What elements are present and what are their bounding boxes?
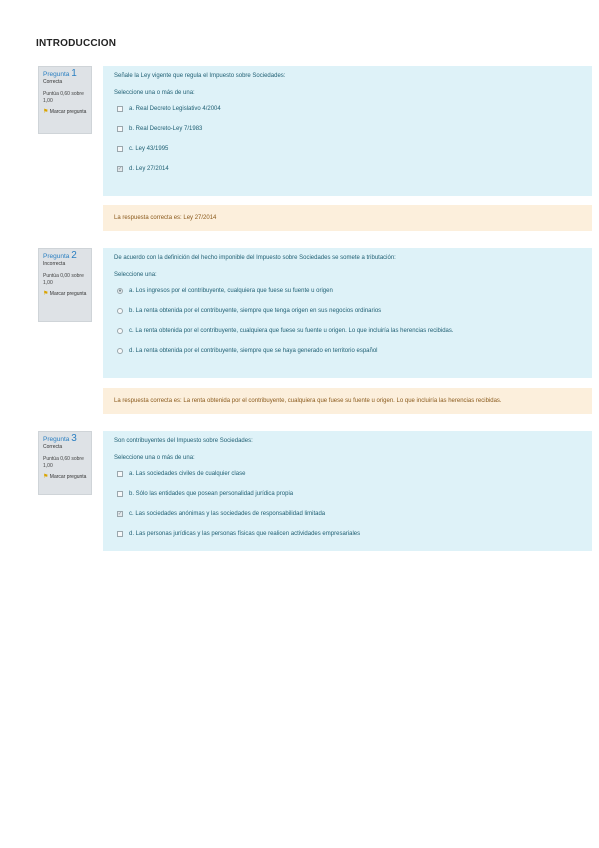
answer-label: d. La renta obtenida por el contribuyente, siempre que se haya generado en territorio español	[129, 348, 378, 354]
answer-label: d. Las personas jurídicas y las personas físicas que realicen actividades empresariales	[129, 531, 361, 537]
answer-option[interactable]	[114, 159, 581, 179]
answer-radio[interactable]	[117, 308, 123, 314]
answer-label: c. La renta obtenida por el contribuyente, cualquiera que fuese su fuente u origen. Lo que incluiría las herencias recibidas.	[129, 328, 454, 334]
flag-question-link[interactable]: ⚑ Marcar pregunta	[43, 291, 87, 297]
answer-label: a. Las sociedades civiles de cualquier clase	[129, 471, 246, 477]
answer-option[interactable]	[114, 464, 581, 484]
answer-option[interactable]	[114, 99, 581, 119]
answer-checkbox[interactable]	[117, 126, 123, 132]
question-content-2	[103, 248, 592, 378]
answer-checkbox[interactable]	[117, 511, 123, 517]
answer-checkbox[interactable]	[117, 106, 123, 112]
question-state: Correcta	[43, 444, 63, 450]
answer-checkbox[interactable]	[117, 146, 123, 152]
flag-icon: ⚑	[43, 474, 49, 480]
feedback-correct-answer-1: La respuesta correcta es: Ley 27/2014	[103, 205, 592, 231]
flag-question-link[interactable]: ⚑ Marcar pregunta	[43, 109, 87, 115]
answer-label: b. Sólo las entidades que posean personalidad jurídica propia	[129, 491, 294, 497]
question-number: Pregunta 2	[43, 250, 77, 261]
answer-prompt: Seleccione una o más de una:	[114, 90, 195, 96]
flag-icon: ⚑	[43, 291, 49, 297]
answer-option[interactable]	[114, 321, 581, 341]
question-text: Son contribuyentes del Impuesto sobre Sociedades:	[114, 438, 253, 444]
answer-option[interactable]	[114, 504, 581, 524]
answer-option[interactable]	[114, 524, 581, 544]
flag-question-link[interactable]: ⚑ Marcar pregunta	[43, 474, 87, 480]
feedback-correct-answer-2: La respuesta correcta es: La renta obtenida por el contribuyente, cualquiera que fuese su fuente u origen. Lo que incluiría las herencias recibidas.	[103, 388, 592, 414]
answer-radio[interactable]	[117, 288, 123, 294]
question-grade: Puntúa 0,60 sobre 1,00	[43, 456, 84, 469]
answer-radio[interactable]	[117, 328, 123, 334]
question-text: De acuerdo con la definición del hecho imponible del Impuesto sobre Sociedades se somete a tributación:	[114, 255, 396, 261]
question-info-3	[38, 431, 92, 495]
answer-checkbox[interactable]	[117, 471, 123, 477]
answer-label: a. Los ingresos por el contribuyente, cualquiera que fuese su fuente u origen	[129, 288, 333, 294]
question-info-2	[38, 248, 92, 322]
question-content-3	[103, 431, 592, 551]
question-state: Correcta	[43, 79, 63, 85]
answer-list	[114, 281, 581, 361]
question-content-1	[103, 66, 592, 196]
radio-dot-icon: ●	[118, 288, 122, 294]
flag-icon: ⚑	[43, 109, 49, 115]
question-state: Incorrecta	[43, 261, 66, 267]
answer-label: d. Ley 27/2014	[129, 166, 169, 172]
answer-label: c. Las sociedades anónimas y las sociedades de responsabilidad limitada	[129, 511, 326, 517]
answer-option[interactable]	[114, 341, 581, 361]
answer-option[interactable]	[114, 119, 581, 139]
answer-radio[interactable]	[117, 348, 123, 354]
answer-label: b. La renta obtenida por el contribuyente, siempre que tenga origen en sus negocios ordinarios	[129, 308, 382, 314]
page-title: INTRODUCCION	[36, 38, 117, 49]
check-icon: ✓	[117, 166, 123, 172]
answer-list	[114, 464, 581, 544]
answer-option[interactable]	[114, 484, 581, 504]
answer-label: b. Real Decreto-Ley 7/1983	[129, 126, 203, 132]
answer-checkbox[interactable]	[117, 531, 123, 537]
answer-option[interactable]	[114, 139, 581, 159]
answer-prompt: Seleccione una o más de una:	[114, 455, 195, 461]
question-number: Pregunta 1	[43, 68, 77, 79]
answer-prompt: Seleccione una:	[114, 272, 157, 278]
question-number: Pregunta 3	[43, 433, 77, 444]
answer-checkbox[interactable]	[117, 491, 123, 497]
answer-label: c. Ley 43/1995	[129, 146, 169, 152]
answer-checkbox[interactable]	[117, 166, 123, 172]
question-grade: Puntúa 0,00 sobre 1,00	[43, 273, 84, 286]
question-text: Señale la Ley vigente que regula el Impuesto sobre Sociedades:	[114, 73, 286, 79]
question-info-1	[38, 66, 92, 134]
answer-label: a. Real Decreto Legislativo 4/2004	[129, 106, 221, 112]
check-icon: ✓	[117, 511, 123, 517]
answer-list	[114, 99, 581, 179]
question-grade: Puntúa 0,60 sobre 1,00	[43, 91, 84, 104]
answer-option[interactable]	[114, 301, 581, 321]
answer-option[interactable]	[114, 281, 581, 301]
